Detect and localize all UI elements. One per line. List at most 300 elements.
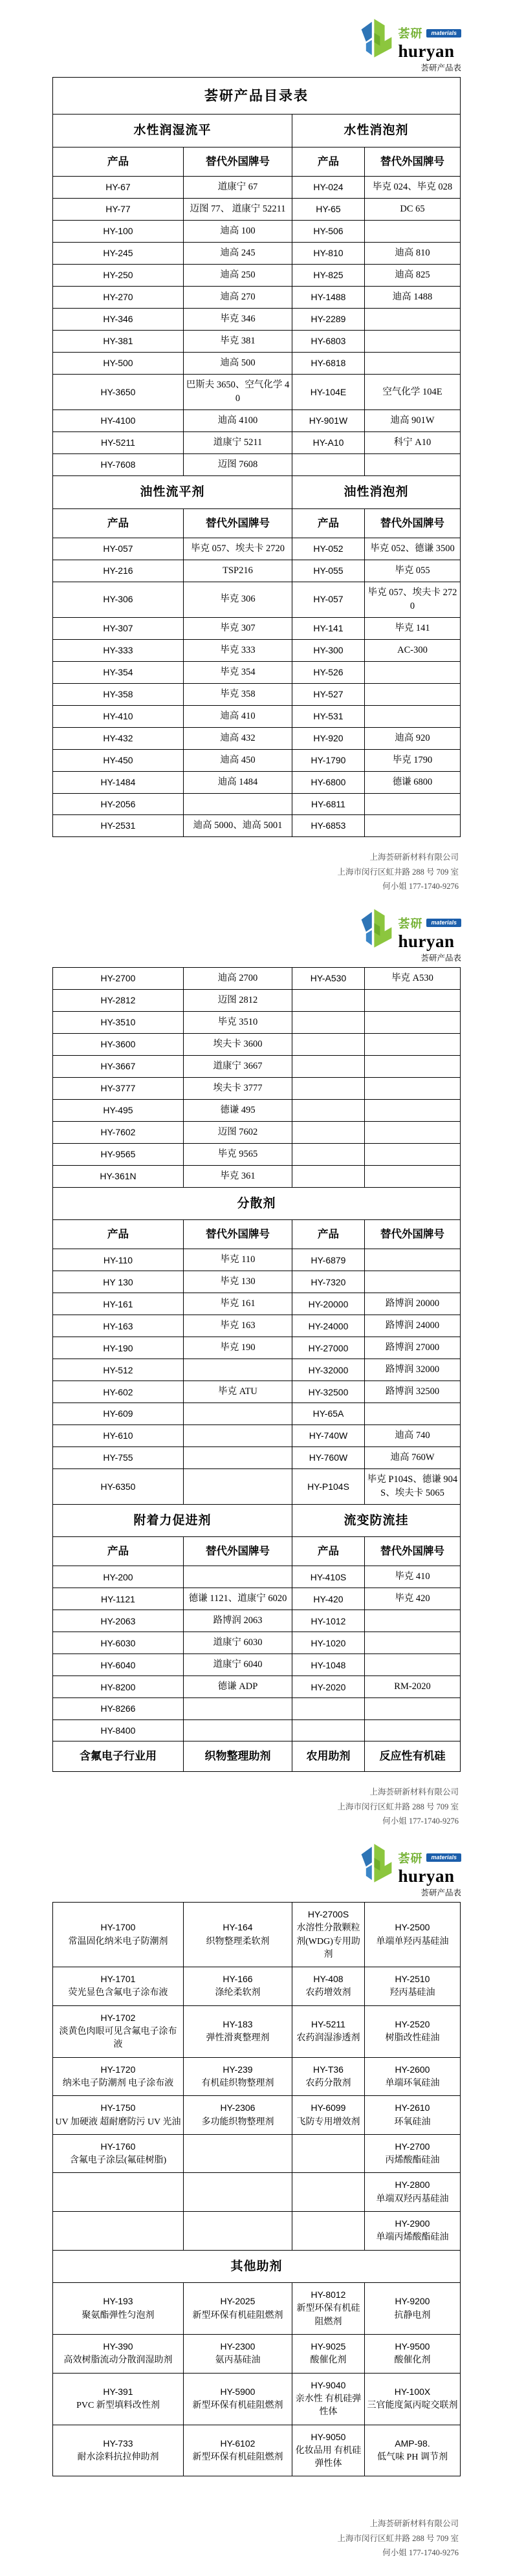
table-cell: 产品 (53, 147, 184, 176)
table-row (53, 1187, 461, 1220)
product-description: 聚氨酯弹性匀泡剂 (82, 2310, 155, 2320)
logo-materials-badge: materials (426, 919, 461, 927)
product-description: 抗静电剂 (394, 2310, 431, 2320)
table-cell: 毕克 306 (184, 582, 292, 617)
table-cell (365, 2425, 461, 2476)
table-cell (365, 1077, 461, 1099)
table-cell (184, 1566, 292, 1588)
product-description: 淡黄色肉眼可见含氟电子涂布液 (59, 2027, 177, 2050)
table-cell: HY-307 (53, 617, 184, 639)
table-cell: HY-333 (53, 639, 184, 661)
table-cell: HY-6803 (292, 331, 365, 353)
table-cell: 德谦 1121、道康宁 6020 (184, 1588, 292, 1610)
table-cell (365, 815, 461, 837)
table-cell: 替代外国牌号 (184, 508, 292, 538)
table-row (53, 78, 461, 115)
product-description: 纳米电子防潮剂 电子涂布液 (62, 2078, 174, 2088)
table-cell: 替代外国牌号 (365, 147, 461, 176)
table-cell: HY-20000 (292, 1293, 365, 1315)
table-cell: HY-527 (292, 683, 365, 705)
table-cell (365, 683, 461, 705)
product-description: 高效树脂流动分散润湿助剂 (63, 2355, 173, 2366)
product-code: HY-733 (103, 2438, 133, 2449)
table-cell: 迪高 760W (365, 1446, 461, 1468)
table-cell (184, 793, 292, 814)
table-cell: 荟研产品目录表 (53, 78, 461, 115)
page-footer (0, 2516, 459, 2576)
table-cell (365, 1033, 461, 1055)
table-row (53, 1403, 461, 1424)
table-row (53, 1610, 461, 1632)
table-cell: 迈图 2812 (184, 989, 292, 1011)
product-code: HY-2500 (395, 1922, 430, 1933)
table-row (53, 560, 461, 582)
table-cell (365, 2212, 461, 2251)
table-cell (184, 1359, 292, 1381)
table-cell: 毕克 P104S、德谦 904S、埃夫卡 5065 (365, 1468, 461, 1504)
table-cell: HY-052 (292, 538, 365, 560)
table-row (53, 147, 461, 176)
table-row (53, 1077, 461, 1099)
product-code: HY-2306 (220, 2102, 256, 2113)
logo-text-block (398, 1850, 461, 1885)
table-row (53, 198, 461, 220)
table-cell: HY-381 (53, 331, 184, 353)
table-cell: 毕克 361 (184, 1165, 292, 1187)
table-cell: HY-760W (292, 1446, 365, 1468)
table-cell: 替代外国牌号 (365, 508, 461, 538)
footer-address: 上海市闵行区虹井路 288 号 709 室 (337, 2533, 459, 2543)
product-code: HY-183 (223, 2018, 253, 2029)
table-row (53, 1537, 461, 1566)
sheet-label: 荟研产品表 (420, 1888, 461, 1897)
product-code: HY-408 (313, 1974, 344, 1985)
table-cell (53, 2425, 184, 2476)
table-row (53, 1566, 461, 1588)
table-cell (292, 2173, 365, 2212)
table-cell: 巴斯夫 3650、空气化学 40 (184, 375, 292, 410)
table-row (53, 1359, 461, 1381)
table-cell: 迪高 2700 (184, 967, 292, 989)
table-cell: HY-4100 (53, 410, 184, 432)
table-cell (53, 2057, 184, 2096)
table-cell (53, 1967, 184, 2006)
table-cell: HY-8400 (53, 1719, 184, 1741)
table-row (53, 1504, 461, 1537)
table-cell: 迈图 7608 (184, 454, 292, 476)
table-row (53, 476, 461, 509)
product-catalog-table-3 (52, 1902, 461, 2476)
table-cell: HY-7320 (292, 1271, 365, 1293)
table-cell: HY-6853 (292, 815, 365, 837)
product-code: HY-T36 (313, 2064, 344, 2075)
footer-company: 上海荟研新材料有限公司 (369, 853, 459, 862)
table-cell: 油性消泡剂 (292, 476, 461, 509)
table-cell (292, 2057, 365, 2096)
table-row (53, 115, 461, 147)
table-cell (365, 1719, 461, 1741)
table-cell: HY-2020 (292, 1676, 365, 1698)
table-row (53, 1271, 461, 1293)
logo-en-text: huryan (398, 931, 455, 951)
product-description: 羟丙基硅油 (389, 1988, 435, 1998)
table-cell: HY-3667 (53, 1055, 184, 1077)
table-cell: HY-65 (292, 198, 365, 220)
table-row (53, 749, 461, 771)
footer-address: 上海市闵行区虹井路 288 号 709 室 (337, 867, 459, 877)
product-description: 新型环保有机硅阻燃剂 (192, 2310, 283, 2320)
table-cell (53, 2134, 184, 2173)
table-cell (53, 2005, 184, 2057)
table-cell: HY-32000 (292, 1359, 365, 1381)
table-cell: HY-3600 (53, 1033, 184, 1055)
table-cell: 毕克 130 (184, 1271, 292, 1293)
table-row (53, 1902, 461, 1967)
table-cell: HY-901W (292, 410, 365, 432)
table-row (53, 1381, 461, 1403)
table-row (53, 1315, 461, 1337)
table-cell (365, 2173, 461, 2212)
table-cell: HY-8200 (53, 1676, 184, 1698)
table-cell: 迪高 432 (184, 727, 292, 749)
product-code: HY-2610 (395, 2102, 430, 2113)
table-cell: HY-110 (53, 1249, 184, 1271)
table-cell: 毕克 057、埃夫卡 2720 (184, 538, 292, 560)
table-cell: HY-610 (53, 1424, 184, 1446)
table-row (53, 2335, 461, 2374)
table-cell: HY-2063 (53, 1610, 184, 1632)
product-description: 单端环氧硅油 (385, 2078, 440, 2088)
table-row (53, 309, 461, 331)
table-row (53, 538, 461, 560)
product-code: HY-5211 (311, 2018, 345, 2029)
product-code: HY-2025 (220, 2296, 256, 2307)
table-cell (292, 1902, 365, 1967)
table-cell (184, 1967, 292, 2006)
table-cell (365, 1099, 461, 1121)
table-cell: HY-6800 (292, 771, 365, 793)
table-cell: HY-810 (292, 242, 365, 264)
product-description: 低气味 PH 调节剂 (377, 2452, 448, 2462)
product-code: HY-9500 (395, 2341, 430, 2352)
table-cell (53, 2335, 184, 2374)
table-cell (365, 2335, 461, 2374)
product-description: 新型环保有机硅阻燃剂 (192, 2452, 283, 2462)
table-row (53, 727, 461, 749)
table-cell (365, 1632, 461, 1654)
logo-text-block (398, 25, 461, 60)
table-cell: 产品 (53, 508, 184, 538)
product-catalog-table-2 (52, 967, 461, 1773)
product-code: HY-5900 (220, 2386, 256, 2397)
product-description: 常温固化纳米电子防潮剂 (68, 1936, 168, 1947)
table-cell: HY-6818 (292, 353, 365, 375)
table-cell: 产品 (292, 1220, 365, 1249)
footer-company: 上海荟研新材料有限公司 (369, 2519, 459, 2529)
product-code: HY-2900 (395, 2218, 430, 2229)
table-cell: 迪高 901W (365, 410, 461, 432)
table-cell: 毕克 024、毕克 028 (365, 176, 461, 198)
table-cell: 流变防流挂 (292, 1504, 461, 1537)
product-code: HY-166 (223, 1974, 253, 1985)
page-footer (0, 1785, 459, 1829)
table-row (53, 1676, 461, 1698)
product-description: 新型环保有机硅阻燃剂 (192, 2401, 283, 2411)
table-row (53, 1741, 461, 1772)
table-row (53, 989, 461, 1011)
table-cell (292, 1077, 365, 1099)
table-row (53, 815, 461, 837)
table-row (53, 683, 461, 705)
table-cell (365, 1249, 461, 1271)
table-row (53, 1099, 461, 1121)
product-description: 荧光显色含氟电子涂布液 (68, 1988, 168, 1998)
table-cell (292, 2096, 365, 2135)
table-cell: HY-67 (53, 176, 184, 198)
table-cell: 水性消泡剂 (292, 115, 461, 147)
product-description: 三官能度氮丙啶交联剂 (367, 2401, 458, 2411)
table-row (53, 264, 461, 286)
table-cell: 迈图 77、 道康宁 52211 (184, 198, 292, 220)
table-cell: 迪高 245 (184, 242, 292, 264)
table-row (53, 1632, 461, 1654)
table-cell (365, 793, 461, 814)
page-footer (0, 850, 459, 894)
table-cell (292, 1033, 365, 1055)
product-description: 亲水性 有机硅弹性体 (295, 2394, 362, 2418)
table-cell: 道康宁 3667 (184, 1055, 292, 1077)
product-description: 酸催化剂 (310, 2355, 347, 2366)
table-cell: HY-306 (53, 582, 184, 617)
table-row (53, 1588, 461, 1610)
table-cell: HY-2812 (53, 989, 184, 1011)
table-cell: 毕克 190 (184, 1337, 292, 1359)
table-cell: HY-354 (53, 661, 184, 683)
product-code: HY-391 (103, 2386, 133, 2397)
table-cell (365, 1610, 461, 1632)
table-cell: HY-1020 (292, 1632, 365, 1654)
table-cell: 织物整理助剂 (184, 1741, 292, 1772)
table-row (53, 353, 461, 375)
logo-en-text: huryan (398, 41, 455, 61)
table-cell: HY-100 (53, 220, 184, 242)
table-row (53, 2425, 461, 2476)
product-code: HY-1760 (100, 2141, 136, 2152)
table-cell (365, 353, 461, 375)
huryan-logo (359, 18, 461, 60)
table-cell: 替代外国牌号 (365, 1220, 461, 1249)
product-code: HY-239 (223, 2064, 253, 2075)
table-cell (292, 1143, 365, 1165)
footer-address: 上海市闵行区虹井路 288 号 709 室 (337, 1802, 459, 1811)
product-code: HY-1702 (100, 2012, 136, 2023)
table-cell (184, 2373, 292, 2425)
table-cell: 含氟电子行业用 (53, 1741, 184, 1772)
table-cell: HY-24000 (292, 1315, 365, 1337)
product-description: 飞防专用增效剂 (296, 2117, 360, 2127)
table-cell (292, 1011, 365, 1033)
product-code: HY-164 (223, 1922, 253, 1933)
table-cell: 水性润湿流平 (53, 115, 292, 147)
product-description: 水溶性分散颗粒剂(WDG)专用助剂 (296, 1923, 360, 1959)
product-description: 新型环保有机硅阻燃剂 (296, 2304, 360, 2327)
table-cell (184, 1902, 292, 1967)
logo-area (0, 18, 461, 73)
product-code: HY-6102 (220, 2438, 256, 2449)
logo-cn-text: 荟研 (398, 27, 423, 40)
product-description: UV 加硬液 超耐磨防污 UV 光油 (55, 2117, 181, 2127)
table-cell: HY-825 (292, 264, 365, 286)
table-cell (365, 1165, 461, 1187)
table-cell (53, 2096, 184, 2135)
table-row (53, 1033, 461, 1055)
product-description: 单端丙烯酸酯硅油 (376, 2232, 449, 2243)
product-code: HY-9050 (311, 2431, 346, 2442)
table-cell (365, 1055, 461, 1077)
table-cell: HY-609 (53, 1403, 184, 1424)
product-code: HY-6099 (311, 2102, 346, 2113)
table-cell: 附着力促进剂 (53, 1504, 292, 1537)
huryan-logo (359, 1843, 461, 1885)
table-cell: HY-495 (53, 1099, 184, 1121)
table-row (53, 242, 461, 264)
product-code: HY-2700 (395, 2141, 430, 2152)
product-code: HY-193 (103, 2296, 133, 2307)
table-cell: 道康宁 6030 (184, 1632, 292, 1654)
table-cell: HY-5211 (53, 432, 184, 454)
table-cell: HY-361N (53, 1165, 184, 1187)
table-cell: HY-190 (53, 1337, 184, 1359)
table-cell: HY-104E (292, 375, 365, 410)
table-cell (184, 1468, 292, 1504)
table-cell (365, 1698, 461, 1719)
product-code: HY-9025 (311, 2341, 346, 2352)
sheet-label: 荟研产品表 (420, 63, 461, 72)
table-cell: HY-A10 (292, 432, 365, 454)
product-description: 农药分散剂 (305, 2078, 351, 2088)
product-code: HY-2600 (395, 2064, 430, 2075)
logo-cn-text: 荟研 (398, 1851, 423, 1865)
table-cell: 毕克 410 (365, 1566, 461, 1588)
footer-contact: 何小姐 177-1740-9276 (382, 2548, 459, 2558)
table-cell: 毕克 057、埃夫卡 2720 (365, 582, 461, 617)
table-cell (184, 2134, 292, 2173)
product-description: 树脂改性硅油 (385, 2033, 440, 2044)
table-cell (184, 2005, 292, 2057)
table-cell: 毕克 052、德谦 3500 (365, 538, 461, 560)
table-cell: 毕克 358 (184, 683, 292, 705)
page-3 (0, 1829, 513, 2576)
table-cell: 道康宁 6040 (184, 1654, 292, 1676)
table-cell (292, 1055, 365, 1077)
table-cell: 油性流平剂 (53, 476, 292, 509)
huryan-logo-icon (359, 1843, 394, 1883)
footer-contact: 何小姐 177-1740-9276 (382, 1817, 459, 1826)
table-cell: 毕克 333 (184, 639, 292, 661)
huryan-logo-icon (359, 908, 394, 948)
product-description: 酸催化剂 (394, 2355, 431, 2366)
table-cell: HY-6350 (53, 1468, 184, 1504)
table-row (53, 967, 461, 989)
table-cell: HY-410 (53, 705, 184, 727)
table-cell (365, 1271, 461, 1293)
table-cell (292, 2425, 365, 2476)
table-cell: HY-526 (292, 661, 365, 683)
table-cell: 路博润 24000 (365, 1315, 461, 1337)
table-cell (184, 2173, 292, 2212)
table-cell: 迪高 920 (365, 727, 461, 749)
product-description: 化妆品用 有机硅弹性体 (295, 2445, 362, 2469)
table-row (53, 2057, 461, 2096)
product-description: 含氟电子涂层(氟硅树脂) (69, 2156, 167, 2166)
table-cell: 迪高 450 (184, 749, 292, 771)
table-cell (365, 1654, 461, 1676)
table-cell (365, 309, 461, 331)
table-cell (184, 2096, 292, 2135)
table-cell: HY-512 (53, 1359, 184, 1381)
table-cell: 产品 (292, 147, 365, 176)
table-cell: 迪高 410 (184, 705, 292, 727)
product-description: 弹性滑爽整理剂 (206, 2033, 270, 2044)
table-cell: 道康宁 67 (184, 176, 292, 198)
table-cell: 毕克 ATU (184, 1381, 292, 1403)
table-cell: HY-920 (292, 727, 365, 749)
table-row (53, 705, 461, 727)
table-cell: 迪高 740 (365, 1424, 461, 1446)
table-cell: HY 130 (53, 1271, 184, 1293)
table-cell (365, 2283, 461, 2335)
table-cell (365, 2134, 461, 2173)
product-description: 涤纶柔软剂 (215, 1988, 261, 1998)
footer-company: 上海荟研新材料有限公司 (369, 1787, 459, 1797)
table-cell: HY-531 (292, 705, 365, 727)
table-cell: 毕克 420 (365, 1588, 461, 1610)
table-cell: HY-6030 (53, 1632, 184, 1654)
table-cell: 毕克 381 (184, 331, 292, 353)
product-description: 有机硅织物整理剂 (201, 2078, 274, 2088)
table-row (53, 771, 461, 793)
product-description: 单端双羟丙基硅油 (376, 2194, 449, 2204)
product-code: HY-1750 (100, 2102, 136, 2113)
table-cell: 迈图 7602 (184, 1121, 292, 1143)
table-cell: HY-270 (53, 286, 184, 308)
table-row (53, 1698, 461, 1719)
table-cell (365, 1967, 461, 2006)
product-code: HY-390 (103, 2341, 133, 2352)
table-cell: 路博润 32500 (365, 1381, 461, 1403)
huryan-logo (359, 908, 461, 950)
logo-area (0, 1843, 461, 1898)
table-cell: 反应性有机硅 (365, 1741, 461, 1772)
product-code: HY-2520 (395, 2018, 430, 2029)
table-row (53, 617, 461, 639)
table-row (53, 639, 461, 661)
table-cell: HY-420 (292, 1588, 365, 1610)
table-cell (292, 1698, 365, 1719)
product-description: 氨丙基硅油 (215, 2355, 261, 2366)
table-cell: HY-250 (53, 264, 184, 286)
product-code: AMP-98. (395, 2438, 430, 2449)
table-cell: 农用助剂 (292, 1741, 365, 1772)
table-row (53, 2373, 461, 2425)
table-cell: 替代外国牌号 (365, 1537, 461, 1566)
table-row (53, 1293, 461, 1315)
table-row (53, 1143, 461, 1165)
table-cell (184, 1719, 292, 1741)
table-row (53, 2250, 461, 2283)
table-cell (365, 989, 461, 1011)
table-row (53, 1055, 461, 1077)
